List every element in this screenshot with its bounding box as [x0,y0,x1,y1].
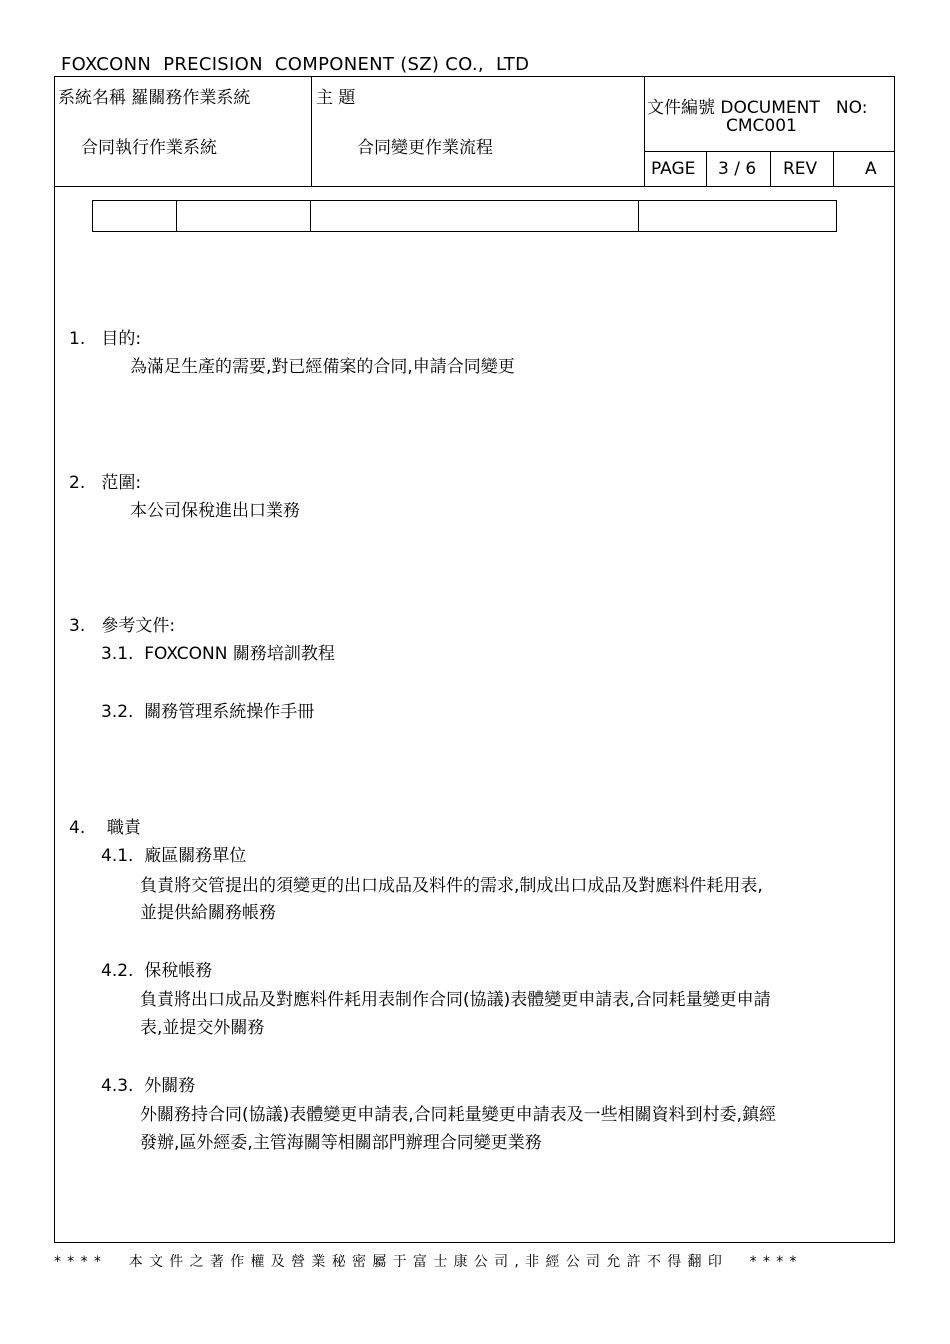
page-label: PAGE [651,159,696,179]
section-2-title: 2. 范圍: [69,473,142,493]
section-4-3-line: 外關務持合同(協議)表體變更申請表,合同耗量變更申請表及一些相關資料到村委,鎮經 [140,1105,777,1125]
system-name-value: 合同執行作業系統 [81,138,217,158]
company-name: FOXCONN PRECISION COMPONENT (SZ) CO., LTD [61,54,530,75]
section-4-2-title: 4.2. 保稅帳務 [101,961,213,981]
section-4-2-line: 表,並提交外關務 [140,1018,265,1038]
document-number-value: CMC001 [726,116,797,136]
revision-table-cell-divider [638,201,639,231]
page-value: 3 / 6 [718,159,757,179]
section-4-3-title: 4.3. 外關務 [101,1076,196,1096]
section-4-2-line: 負責將出口成品及對應料件耗用表制作合同(協議)表體變更申請表,合同耗量變更申請 [140,990,771,1010]
header-divider [644,77,645,186]
section-2-body: 本公司保稅進出口業務 [130,501,300,521]
section-4-1-line: 負責將交管提出的須變更的出口成品及料件的需求,制成出口成品及對應料件耗用表, [140,876,763,896]
section-4-1-line: 並提供給關務帳務 [140,903,276,923]
section-4-3-line: 發辦,區外經委,主管海關等相關部門辦理合同變更業務 [140,1133,542,1153]
section-1-title: 1. 目的: [69,329,142,349]
system-name-label: 系統名稱 羅關務作業系統 [58,88,251,108]
header-bottom-border [55,186,894,187]
section-3-1: 3.1. FOXCONN 關務培訓教程 [101,644,335,664]
revision-table-cell-divider [176,201,177,231]
section-1-body: 為滿足生產的需要,對已經備案的合同,申請合同變更 [130,357,515,377]
header-divider [706,151,707,186]
document-number-label: 文件編號 DOCUMENT NO: [647,98,868,118]
subject-label: 主 題 [316,88,356,108]
rev-value: A [865,159,877,179]
revision-table-cell-divider [310,201,311,231]
revision-table [92,200,837,232]
subject-value: 合同變更作業流程 [357,138,493,158]
rev-label: REV [783,159,818,179]
header-divider [644,151,894,152]
header-divider [770,151,771,186]
header-divider [833,151,834,186]
section-3-title: 3. 參考文件: [69,616,176,636]
section-3-2: 3.2. 關務管理系統操作手冊 [101,702,315,722]
header-divider [311,77,312,186]
copyright-footer: **** 本文件之著作權及營業秘密屬于富士康公司,非經公司允許不得翻印 **** [54,1254,803,1270]
section-4-1-title: 4.1. 廠區關務單位 [101,846,247,866]
section-4-title: 4. 職責 [69,818,141,838]
